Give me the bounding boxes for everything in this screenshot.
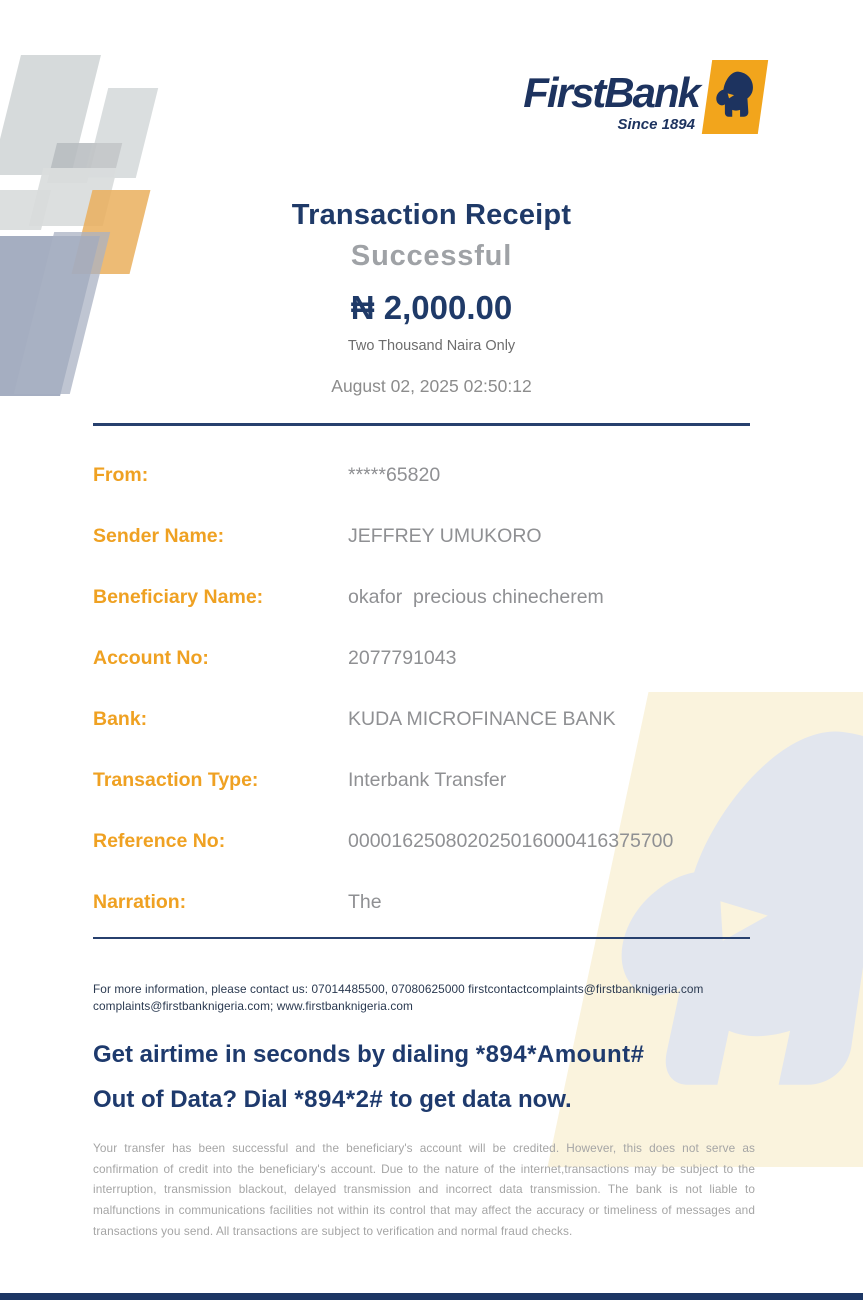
table-row-bank — [93, 707, 750, 731]
status-text: Successful — [350, 240, 513, 272]
table-row-reference-no — [93, 829, 750, 853]
data-ussd-code: *894*2# — [294, 1086, 384, 1114]
field-value: 000016250802025016000416375700 — [348, 829, 674, 852]
disclaimer-text: Your transfer has been successful and the beneficiary's account will be credited. However, this does not serve as confirmation of credit into the beneficiary's account. Due to the nature of the internet,transactions may be subject to the interruption, transmission blackout, delayed transmission and incorrect data transmission. The bank is not liable to malfunctions in communications facilities not within its control that may affect the accuracy or timeliness of messages and transactions you send. All transactions are subject to verification and normal fraud checks. — [93, 1141, 755, 1238]
contact-line-1: For more information, please contact us: 07014485500, 07080625000 firstcontactcomplaints@firstbanknigeria.com — [93, 982, 704, 996]
field-label: Reference No: — [93, 829, 226, 852]
field-value: The — [348, 890, 382, 913]
divider-top — [93, 423, 750, 426]
details-table — [93, 423, 750, 939]
field-value: KUDA MICROFINANCE BANK — [348, 707, 616, 730]
amount: ₦ 2,000.00 — [350, 289, 513, 326]
airtime-promo-text: Get airtime in seconds by dialing — [93, 1041, 476, 1069]
contact-line-2: complaints@firstbanknigeria.com; www.firstbanknigeria.com — [93, 999, 413, 1014]
data-promo — [93, 1086, 863, 1114]
field-value: *****65820 — [348, 463, 441, 486]
bottom-accent-bar — [0, 1293, 863, 1300]
table-row-sender-name — [93, 524, 750, 548]
amount-in-words: Two Thousand Naira Only — [347, 338, 516, 354]
field-label: Bank: — [93, 707, 148, 730]
field-value: okafor precious chinecherem — [348, 585, 604, 608]
contact-info — [93, 981, 758, 1015]
brand-name: FirstBank — [523, 69, 699, 116]
field-value: JEFFREY UMUKORO — [348, 524, 542, 547]
field-label: Beneficiary Name: — [93, 585, 264, 608]
field-value: Interbank Transfer — [348, 768, 507, 791]
brand-tagline: Since 1894 — [617, 116, 695, 133]
field-label: From: — [93, 463, 149, 486]
field-label: Account No: — [93, 646, 209, 669]
field-value: 2077791043 — [348, 646, 457, 669]
divider-bottom — [93, 937, 750, 940]
table-row-account-no — [93, 646, 750, 670]
field-label: Transaction Type: — [93, 768, 259, 791]
table-row-narration — [93, 890, 750, 914]
field-label: Sender Name: — [93, 524, 225, 547]
table-row-from — [93, 463, 750, 487]
airtime-promo — [93, 1041, 863, 1069]
airtime-ussd-code: *894*Amount# — [475, 1041, 645, 1069]
data-promo-text: Out of Data? Dial — [93, 1086, 295, 1114]
page-title: Transaction Receipt — [291, 199, 572, 231]
transaction-datetime: August 02, 2025 02:50:12 — [331, 376, 532, 396]
table-row-beneficiary-name — [93, 585, 750, 609]
field-label: Narration: — [93, 890, 187, 913]
table-row-transaction-type — [93, 768, 750, 792]
data-promo-suffix: to get data now. — [383, 1086, 572, 1114]
